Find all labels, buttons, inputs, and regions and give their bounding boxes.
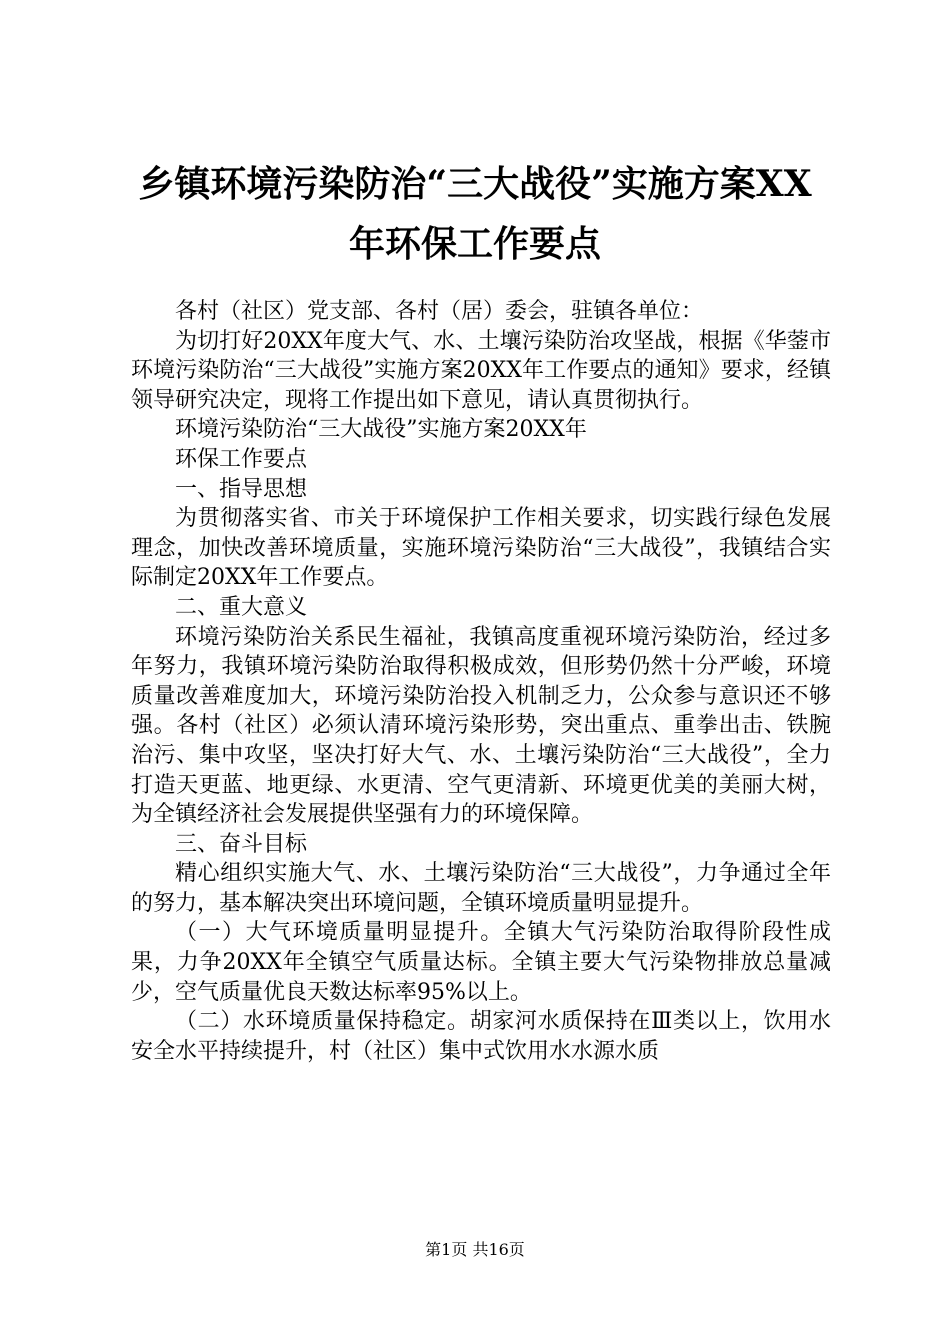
paragraph-subtitle-1: 环境污染防治“三大战役”实施方案20XX年: [175, 417, 587, 443]
paragraph-goals: 精心组织实施大气、水、土壤污染防治“三大战役”，力争通过全年的努力，基本解决突出环境问题，全镇环境质量明显提升。: [131, 861, 831, 916]
document-body: [131, 297, 831, 1066]
document-title-line-1: 乡镇环境污染防治“三大战役”实施方案XX: [138, 163, 812, 205]
paragraph-guiding-ideology: 为贯彻落实省、市关于环境保护工作相关要求，切实践行绿色发展理念，加快改善环境质量，实施环境污染防治“三大战役”，我镇结合实际制定20XX年工作要点。: [131, 506, 831, 591]
section-heading-guiding-ideology: 一、指导思想: [175, 476, 308, 502]
paragraph-subtitle-2: 环保工作要点: [175, 446, 308, 472]
section-heading-significance: 二、重大意义: [175, 594, 308, 620]
page-footer: 第1页 共16页: [425, 1240, 525, 1259]
paragraph-goal-air: （一）大气环境质量明显提升。全镇大气污染防治取得阶段性成果，力争20XX年全镇空气质量达标。全镇主要大气污染物排放总量减少，空气质量优良天数达标率95%以上。: [131, 920, 831, 1005]
paragraph-salutation: 各村（社区）党支部、各村（居）委会，驻镇各单位：: [175, 299, 704, 324]
paragraph-significance: 环境污染防治关系民生福祉，我镇高度重视环境污染防治，经过多年努力，我镇环境污染防治取得积极成效，但形势仍然十分严峻，环境质量改善难度加大，环境污染防治投入机制乏力，公众参与意识还不够强。各村（社区）必须认清环境污染形势，突出重点、重拳出击、铁腕治污、集中攻坚，坚决打好大气、水、土壤污染防治“三大战役”，全力打造天更蓝、地更绿、水更清、空气更清新、环境更优美的美丽大树，为全镇经济社会发展提供坚强有力的环境保障。: [131, 624, 831, 828]
document-title-line-2: 年环保工作要点: [348, 223, 601, 265]
section-heading-goals: 三、奋斗目标: [175, 831, 308, 857]
paragraph-goal-water: （二）水环境质量保持稳定。胡家河水质保持在Ⅲ类以上，饮用水安全水平持续提升，村（社区）集中式饮用水水源水质: [131, 1009, 831, 1064]
paragraph-intro: 为切打好20XX年度大气、水、土壤污染防治攻坚战，根据《华蓥市环境污染防治“三大战役”实施方案20XX年工作要点的通知》要求，经镇领导研究决定，现将工作提出如下意见，请认真贯彻执行。: [131, 328, 831, 413]
